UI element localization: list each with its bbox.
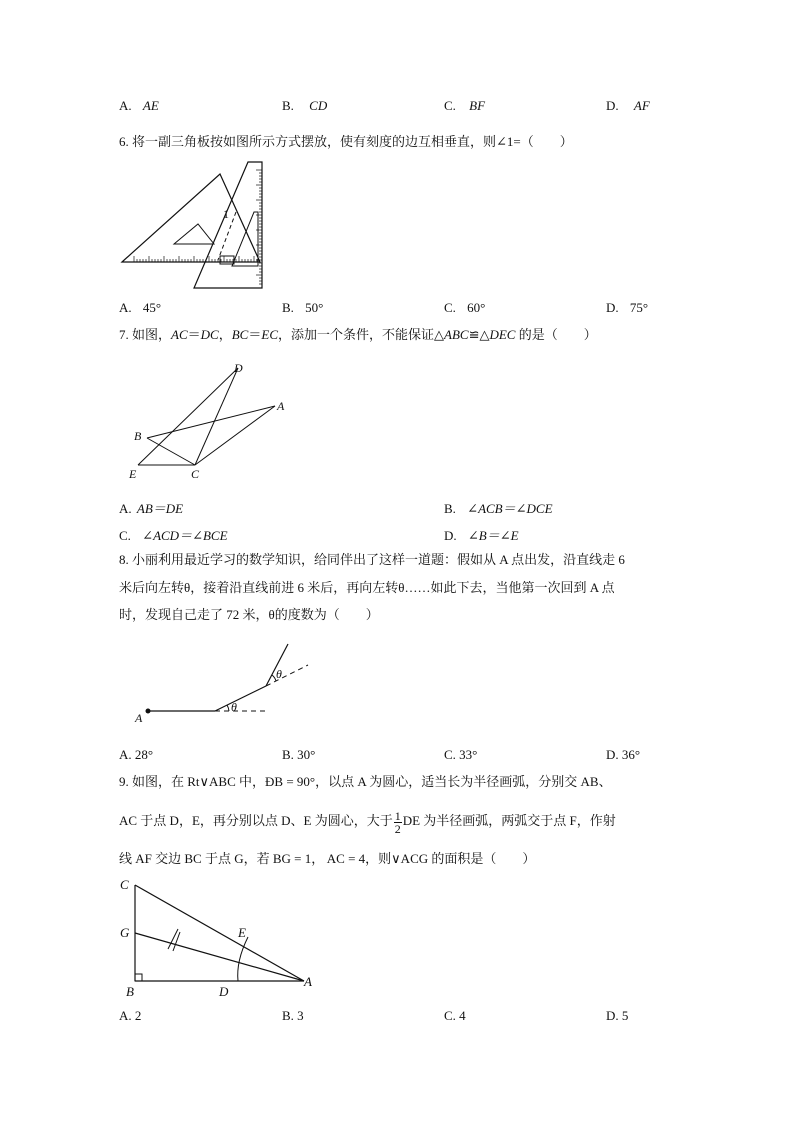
path-segment-2 xyxy=(215,686,266,711)
q8-option-d[interactable] xyxy=(606,747,640,763)
option-letter: C. xyxy=(119,528,131,543)
option-letter: B. xyxy=(282,1008,294,1023)
option-letter: B. xyxy=(282,300,294,315)
option-letter: C. xyxy=(444,98,456,113)
q9-option-a[interactable] xyxy=(119,1008,141,1024)
option-text: 4 xyxy=(459,1008,466,1023)
q6-stem: 6. 将一副三角板按如图所示方式摆放，使有刻度的边互相垂直，则∠1=（ ） xyxy=(119,134,573,149)
option-letter: C. xyxy=(444,747,456,762)
option-text: 75° xyxy=(629,300,649,315)
q8-line-2: 米后向左转θ，接着沿直线前进 6 米后，再向左转θ……如此下去，当他第一次回到 A 点 xyxy=(119,580,615,595)
option-text: AE xyxy=(142,98,159,113)
q8-option-c[interactable] xyxy=(444,747,477,763)
theta-label-1: θ xyxy=(231,700,237,714)
option-letter: C. xyxy=(444,300,456,315)
point-e-label: E xyxy=(129,467,137,481)
option-text: 33° xyxy=(459,747,478,762)
q8-line-1: 8. 小丽利用最近学习的数学知识，给同伴出了这样一道题：假如从 A 点出发，沿直线走 6 xyxy=(119,552,625,567)
q8-figure xyxy=(130,640,320,730)
point-a-label: A xyxy=(277,399,285,413)
q8-option-b[interactable] xyxy=(282,747,315,763)
option-letter: A. xyxy=(119,747,132,762)
angle-1-label: 1 xyxy=(223,207,229,221)
option-text: 3 xyxy=(297,1008,304,1023)
q8-line-3: 时，发现自己走了 72 米，θ的度数为（ ） xyxy=(119,607,379,622)
q7-figure xyxy=(120,360,300,485)
theta-label-2: θ xyxy=(276,667,282,681)
option-letter: B. xyxy=(282,98,294,113)
point-c-label: C xyxy=(120,877,129,892)
point-d-label: D xyxy=(219,984,229,999)
q9-option-d[interactable] xyxy=(606,1008,628,1024)
option-text: CD xyxy=(309,98,328,113)
q7-stem: 7. 如图，AC＝DC，BC＝EC，添加一个条件，不能保证△ABC≌△DEC 的是（ ） xyxy=(119,327,597,342)
option-text: 45° xyxy=(142,300,162,315)
q5-option-d[interactable] xyxy=(606,98,650,114)
option-text: 2 xyxy=(134,1008,142,1023)
option-letter: A. xyxy=(119,98,132,113)
side-ac xyxy=(135,885,304,981)
option-text: ∠B＝∠E xyxy=(467,528,519,543)
option-text: 50° xyxy=(305,300,324,315)
q6-figure xyxy=(120,160,270,290)
point-b-label: B xyxy=(134,429,142,443)
point-c-label: C xyxy=(191,467,200,481)
option-letter: D. xyxy=(606,98,619,113)
option-text: AB＝DE xyxy=(136,501,184,516)
q5-option-a[interactable] xyxy=(119,98,159,114)
option-text: 60° xyxy=(467,300,486,315)
q7-option-b[interactable] xyxy=(444,498,553,517)
option-letter: A. xyxy=(119,501,132,516)
option-text: BF xyxy=(469,98,486,113)
set-square-45-inner xyxy=(174,224,214,244)
point-g-label: G xyxy=(120,925,130,940)
option-text: AF xyxy=(633,98,650,113)
option-letter: D. xyxy=(606,300,619,315)
ray-af xyxy=(135,933,304,981)
q9-figure xyxy=(118,875,318,1000)
option-text: 30° xyxy=(297,747,316,762)
fraction-one-half: $\frac{1}{2}$ xyxy=(394,808,401,836)
q7-option-d[interactable] xyxy=(444,525,519,544)
q6-option-c[interactable] xyxy=(444,300,485,316)
q9-line-1: 9. 如图，在 Rt∨ABC 中，ÐB = 90°，以点 A 为圆心，适当长为半径画弧，分别交 AB、 xyxy=(119,774,612,789)
q7-option-c[interactable] xyxy=(119,525,228,544)
right-angle-mark xyxy=(135,974,142,981)
q9-option-c[interactable] xyxy=(444,1008,466,1024)
option-letter: A. xyxy=(119,1008,132,1023)
point-a-label: A xyxy=(135,711,143,725)
option-letter: D. xyxy=(606,1008,619,1023)
ruler-ticks-bottom xyxy=(134,256,257,262)
point-d-label: D xyxy=(234,361,243,375)
q5-option-b[interactable] xyxy=(282,98,327,114)
ruler-ticks-right xyxy=(256,170,262,284)
q7-option-a[interactable] xyxy=(119,498,183,517)
q5-option-c[interactable] xyxy=(444,98,485,114)
q9-option-b[interactable] xyxy=(282,1008,304,1024)
option-text: ∠ACD＝∠BCE xyxy=(142,528,228,543)
point-e-label: E xyxy=(238,925,246,940)
option-letter: B. xyxy=(444,501,456,516)
q8-option-a[interactable] xyxy=(119,747,153,763)
option-letter: C. xyxy=(444,1008,456,1023)
arc-mark-2 xyxy=(173,932,180,951)
set-square-30-60 xyxy=(194,162,262,288)
arc-mark-1 xyxy=(168,929,178,949)
q6-option-a[interactable] xyxy=(119,300,161,316)
option-letter: D. xyxy=(606,747,619,762)
q6-option-d[interactable] xyxy=(606,300,648,316)
q6-option-b[interactable] xyxy=(282,300,323,316)
option-letter: A. xyxy=(119,300,132,315)
option-text: ∠ACB＝∠DCE xyxy=(467,501,553,516)
point-a-label: A xyxy=(304,974,312,989)
option-letter: B. xyxy=(282,747,294,762)
option-letter: D. xyxy=(444,528,457,543)
option-text: 28° xyxy=(134,747,154,762)
point-b-label: B xyxy=(126,984,134,999)
option-text: 36° xyxy=(621,747,641,762)
q9-line-2: AC 于点 D，E，再分别以点 D、E 为圆心，大于 $\frac{1}{2}$ DE 为半径画弧，两弧交于点 F，作射 xyxy=(119,808,616,836)
q9-line-3: 线 AF 交边 BC 于点 G，若 BG = 1， AC = 4，则∨ACG 的面积是（ ） xyxy=(119,851,536,866)
option-text: 5 xyxy=(621,1008,629,1023)
